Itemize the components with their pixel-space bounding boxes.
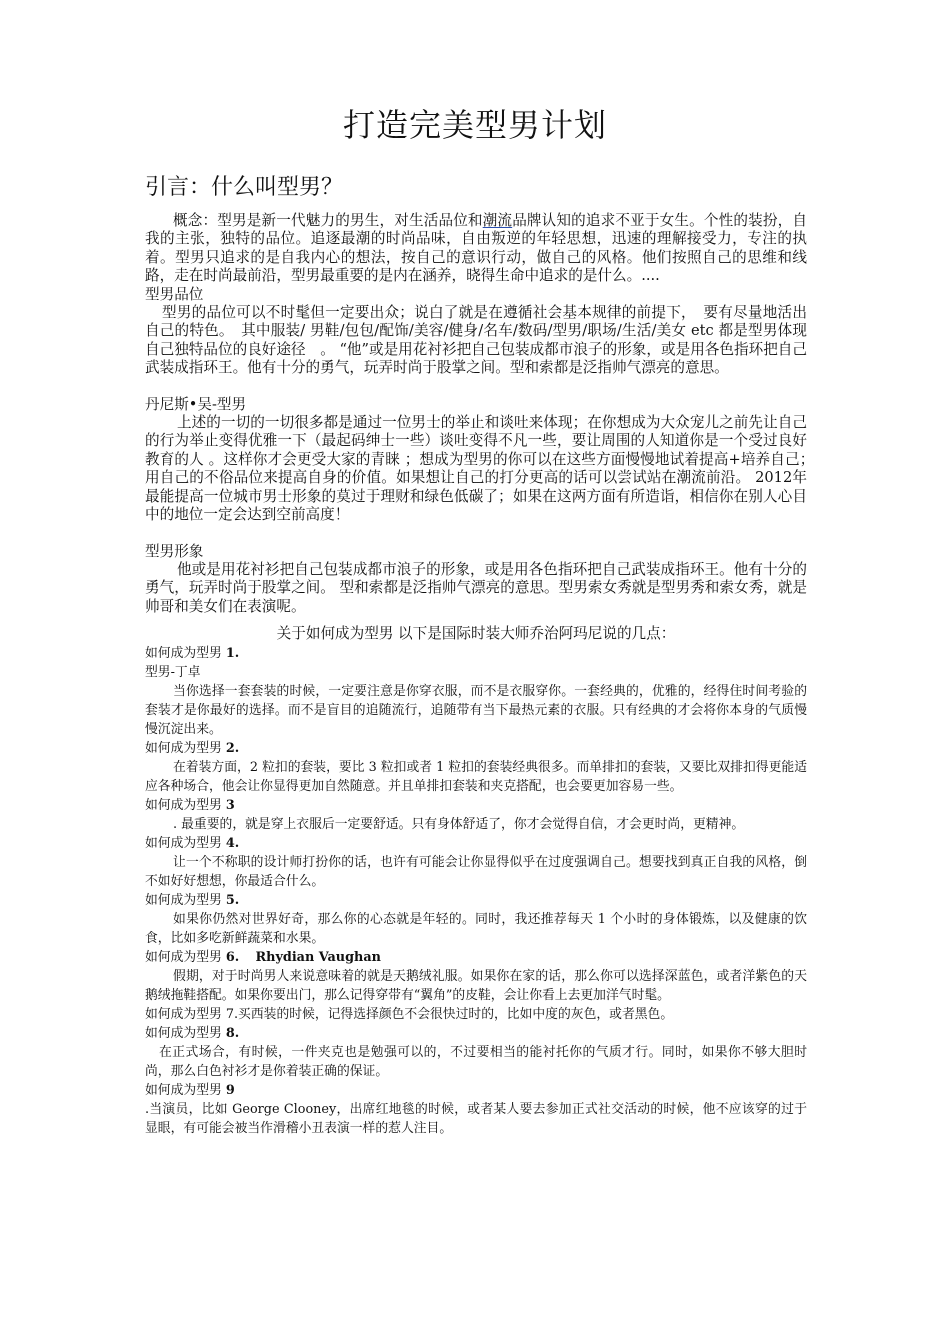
point-6-heading: 如何成为型男 6. Rhydian Vaughan — [145, 949, 381, 965]
point-5-text: 如果你仍然对世界好奇，那么你的心态就是年轻的。同时，我还推荐每天 1 个小时的身体锻炼，以及健康的饮食，比如多吃新鲜蔬菜和水果。 — [145, 911, 807, 946]
document-body — [145, 212, 822, 1138]
taste-paragraph: 型男的品位可以不时髦但一定要出众；说白了就是在遵循社会基本规律的前提下， 要有尽量地活出自己的特色。 其中服装/ 男鞋/包包/配饰/美容/健身/名车/数码/型男/职场/生活/美女 etc 都是型男体现自己独特品位的良好途径 。 “他”或是用花衬衫把自己包装成都市浪子的形象，或是用各色指环把自己武装成指环王。他有十分的勇气，玩弄时尚于股掌之间。型和索都是泛指帅气漂亮的意思。 — [145, 304, 807, 377]
point-8-text: 在正式场合，有时候，一件夹克也是勉强可以的，不过要相当的能衬托你的气质才行。同时，如果你不够大胆时尚，那么白色衬衫才是你着装正确的保证。 — [145, 1044, 807, 1079]
point-9-text: .当演员，比如 George Clooney，出席红地毯的时候，或者某人要去参加正式社交活动的时候，他不应该穿的过于显眼，有可能会被当作滑稽小丑表演一样的惹人注目。 — [145, 1101, 807, 1136]
concept-text-start: 概念：型男是新一代魅力的男生，对生活品位和 — [173, 212, 483, 229]
point-4-text: 让一个不称职的设计师打扮你的话，也许有可能会让你显得似乎在过度强调自己。想要找到真正自我的风格，倒不如好好想想，你最适合什么。 — [145, 854, 807, 889]
point-2-text: 在着装方面，2 粒扣的套装，要比 3 粒扣或者 1 粒扣的套装经典很多。而单排扣的套装，又要比双排扣得更能适应各种场合，他会让你显得更加自然随意。并且单排扣套装和夹克搭配，也会要更加容易一些。 — [145, 759, 807, 794]
point-3-text: . 最重要的，就是穿上衣服后一定要舒适。只有身体舒适了，你才会觉得自信，才会更时尚，更精神。 — [173, 816, 745, 832]
denis-heading: 丹尼斯•吴-型男 — [145, 395, 247, 413]
point-9-heading: 如何成为型男 9 — [145, 1082, 235, 1098]
intro-heading: 引言：什么叫型男？ — [145, 175, 344, 200]
image-heading: 型男形象 — [145, 542, 204, 560]
taste-heading: 型男品位 — [145, 285, 204, 303]
point-1-heading: 如何成为型男 1. — [145, 645, 240, 661]
point-4-heading: 如何成为型男 4. — [145, 835, 240, 851]
trend-link[interactable]: 潮流 — [482, 212, 513, 229]
image-paragraph: 他或是用花衬衫把自己包装成都市浪子的形象，或是用各色指环把自己武装成指环王。他有十分的勇气，玩弄时尚于股掌之间。 型和索都是泛指帅气漂亮的意思。型男索女秀就是型男秀和索女秀，就是帅哥和美女们在表演呢。 — [145, 560, 807, 615]
point-7-line: 如何成为型男 7.买西装的时候，记得选择颜色不会很快过时的，比如中度的灰色，或者黑色。 — [145, 1006, 674, 1022]
point-2-heading: 如何成为型男 2. — [145, 740, 240, 756]
point-8-heading: 如何成为型男 8. — [145, 1025, 240, 1041]
document-title: 打造完美型男计划 — [342, 106, 607, 144]
concept-text-end: 品牌认知的追求不亚于女生。个性的装扮，自我的主张，独特的品位。追逐最潮的时尚品味，自由叛逆的年轻思想，迅速的理解接受力，专注的执着。型男只追求的是自我内心的想法，按自己的意识行动，做自己的风格。他们按照自己的思维和线路，走在时尚最前沿，型男最重要的是内在涵养，晓得生命中追求的是什么。.... — [145, 212, 807, 285]
point-6-text: 假期，对于时尚男人来说意味着的就是天鹅绒礼服。如果你在家的话，那么你可以选择深蓝色，或者洋紫色的天鹅绒拖鞋搭配。如果你要出门，那么记得穿带有“翼角”的皮鞋，会让你看上去更加洋气时髦。 — [145, 968, 807, 1003]
point-5-heading: 如何成为型男 5. — [145, 892, 240, 908]
howto-intro: 关于如何成为型男 以下是国际时装大师乔治阿玛尼说的几点： — [276, 625, 676, 643]
point-1-text: 当你选择一套套装的时候，一定要注意是你穿衣服，而不是衣服穿你。一套经典的，优雅的，经得住时间考验的套装才是你最好的选择。而不是盲目的追随流行，追随带有当下最热元素的衣服。只有经典的才会将你本身的气质慢慢沉淀出来。 — [145, 683, 807, 737]
point-1-subtitle: 型男-丁卓 — [145, 664, 201, 680]
point-6-name: Rhydian Vaughan — [255, 949, 381, 965]
denis-paragraph: 上述的一切的一切很多都是通过一位男士的举止和谈吐来体现；在你想成为大众宠儿之前先让自己的行为举止变得优雅一下（最起码绅士一些）谈吐变得不凡一些，要让周围的人知道你是一个受过良好教育的人 。这样你才会更受大家的青睐 ；想成为型男的你可以在这些方面慢慢地试着提高+培养自己； 用自己的不俗品位来提高自身的价值。如果想让自己的打分更高的话可以尝试站在潮流前沿。 2012年最能提高一位城市男士形象的莫过于理财和绿色低碳了；如果在这两方面有所造诣，相信你在别人心目中的地位一定会达到空前高度！ — [145, 414, 822, 524]
point-3-heading: 如何成为型男 3 — [145, 797, 235, 813]
concept-paragraph — [145, 212, 807, 286]
